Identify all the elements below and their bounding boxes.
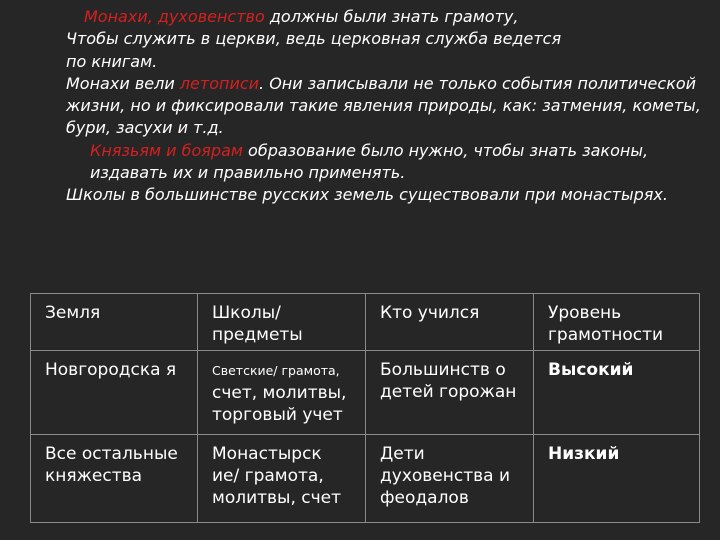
header-who: Кто учился <box>366 294 534 351</box>
table-header-row <box>31 294 700 351</box>
header-schools: Школы/ предметы <box>198 294 366 351</box>
princes-term: Князьям и боярам <box>90 140 243 160</box>
paragraph-princes <box>66 140 706 185</box>
cell-subjects <box>198 351 366 435</box>
cell-land: Новгородска я <box>31 351 198 435</box>
clergy-term: Монахи, духовенство <box>84 7 265 26</box>
paragraph-chronicles <box>66 73 706 140</box>
princes-text: образование было нужно, чтобы знать законы, издавать их и правильно применять. <box>90 140 649 183</box>
cell-level: Низкий <box>534 435 700 523</box>
table-row <box>31 435 700 523</box>
paragraph-clergy-line3: по книгам. <box>66 51 158 71</box>
literacy-table <box>30 293 700 523</box>
cell-who: Большинств о детей горожан <box>366 351 534 435</box>
subjects-small-text: Светские/ грамота, <box>212 363 340 378</box>
paragraph-clergy <box>66 6 706 28</box>
chronicles-term: летописи <box>179 73 260 93</box>
header-level: Уровень грамотности <box>534 294 700 351</box>
chronicles-start: Монахи вели <box>66 73 180 93</box>
table-row <box>31 351 700 435</box>
cell-who: Дети духовенства и феодалов <box>366 435 534 523</box>
header-land: Земля <box>31 294 198 351</box>
intro-text <box>66 6 706 207</box>
cell-subjects: Монастырск ие/ грамота, молитвы, счет <box>198 435 366 523</box>
paragraph-clergy-line2: Чтобы служить в церкви, ведь церковная служба ведется <box>66 29 562 49</box>
cell-land: Все остальные княжества <box>31 435 198 523</box>
subjects-large-text: счет, молитвы, торговый учет <box>212 383 347 425</box>
clergy-text: должны были знать грамоту, <box>264 7 519 26</box>
paragraph-schools: Школы в большинстве русских земель существовали при монастырях. <box>66 185 668 205</box>
chronicles-text: . Они записывали не только события политической жизни, но и фиксировали такие явления природы, как: затмения, кометы, бури, засухи и т.д. <box>66 73 701 138</box>
cell-level: Высокий <box>534 351 700 435</box>
